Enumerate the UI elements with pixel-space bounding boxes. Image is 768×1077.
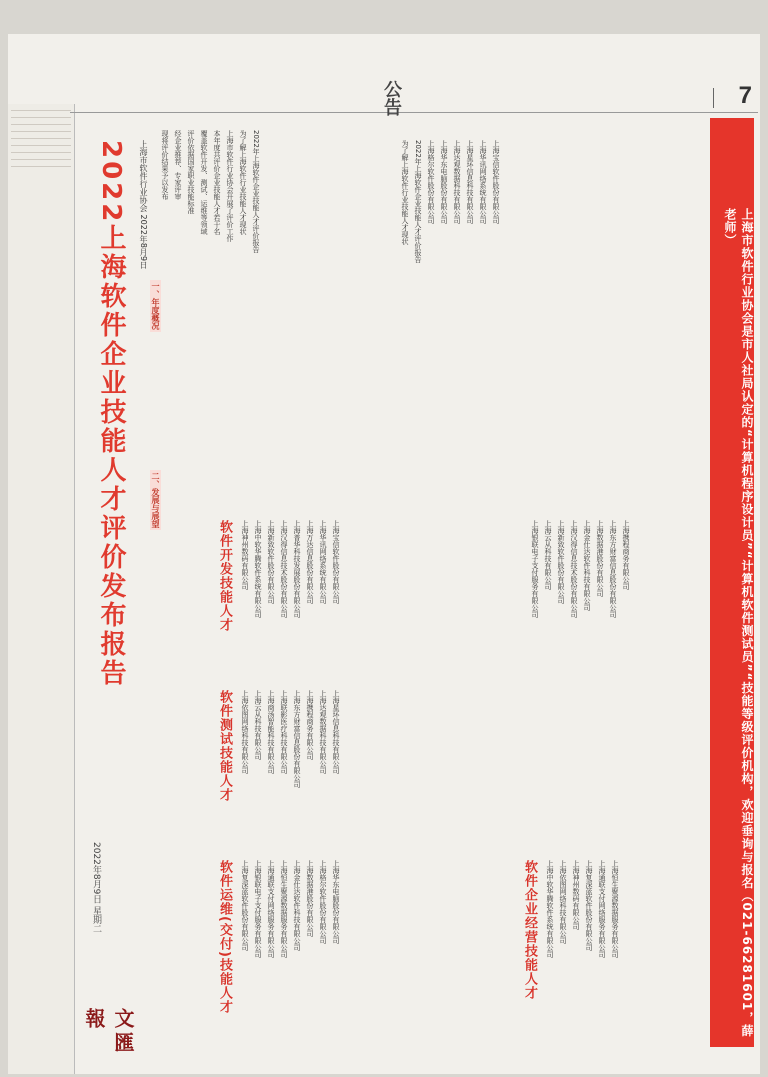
page-headline: 2022上海软件企业技能人才评价发布报告 (96, 140, 126, 689)
masthead: 文匯報 (82, 1008, 135, 1056)
adjacent-page-strip (8, 104, 75, 1074)
section-title-test: 软件测试技能人才 (217, 690, 232, 802)
list-column: 上海华东电脑股份有限公司 上海格尔软件股份有限公司 上海数据港股份有限公司 上海金仕达软件科技有限公司 上海恒生聚源数据服务有限公司 上海通联支付网络服务有限公司 上海银联电子支付服务有限公司 上海复深蓝软件股份有限公司 (241, 860, 340, 958)
section-title-biz: 软件企业经营技能人才 (522, 860, 537, 1000)
page-divider (713, 88, 714, 108)
list-column: 上海宝信软件股份有限公司 上海华讯网络系统有限公司 上海万达信息股份有限公司 上海普华科技发展股份有限公司 上海汉得信息技术股份有限公司 上海新致软件股份有限公司 上海中软华腾软件系统有限公司 上海神州数码有限公司 (241, 520, 340, 618)
header-rule (70, 112, 758, 113)
intro-column: 2022年上海软件企业技能人才评价报告 为了解上海软件行业技能人才现状 上海市软件行业协会开展了评价工作 本年度共评价企业技能人才若干名 覆盖软件开发、测试、运维等领域 评价依据国家职业技能标准 经企业推荐、专家评审 现将评价结果予以发布 (161, 130, 260, 253)
footer-band-text: 上海市软件行业协会是市人社局认定的“计算机程序设计员”“计算机软件测试员”“技能等级评价机构，欢迎垂询与报名（021-66281601，薛老师） (723, 208, 754, 1038)
list-column: 上海携程商务有限公司 上海东方财富信息股份有限公司 上海数据港股份有限公司 上海金仕达软件科技有限公司 上海汉得信息技术股份有限公司 上海新致软件股份有限公司 上海云从科技有限公司 上海银联电子支付服务有限公司 (531, 520, 630, 618)
list-column: 上海恒生聚源数据服务有限公司 上海通联支付网络服务有限公司 上海复深蓝软件股份有限公司 上海神州数码有限公司 上海依图网络科技有限公司 上海中软华腾软件系统有限公司 (546, 860, 619, 958)
category-label: 二、发展与展望 (151, 472, 160, 528)
list-column: 上海宝信软件股份有限公司 上海华讯网络系统有限公司 上海星环信息科技有限公司 上海达观数据科技有限公司 上海华东电脑股份有限公司 上海格尔软件股份有限公司 2022年上海软件企业技能人才评价报告 为了解上海软件行业技能人才现状 (401, 140, 500, 263)
page-number: 7 (738, 82, 752, 109)
org-date: 上海市软件行业协会 2022年8月9日 (139, 140, 148, 270)
category-label: 一、年度概况 (151, 282, 160, 330)
section-title-ops: 软件运维(交付)技能人才 (217, 860, 232, 1014)
list-column: 上海星环信息科技有限公司 上海达观数据科技有限公司 上海携程商务有限公司 上海东方财富信息股份有限公司 上海联影医疗科技有限公司 上海商汤智能科技有限公司 上海云从科技有限公司 上海依图网络科技有限公司 (241, 690, 340, 788)
section-label: 公告 (381, 80, 402, 116)
section-title-dev: 软件开发技能人才 (217, 520, 232, 632)
footer-band (710, 118, 754, 1047)
masthead-date: 2022年8月9日 星期二 (91, 842, 101, 934)
